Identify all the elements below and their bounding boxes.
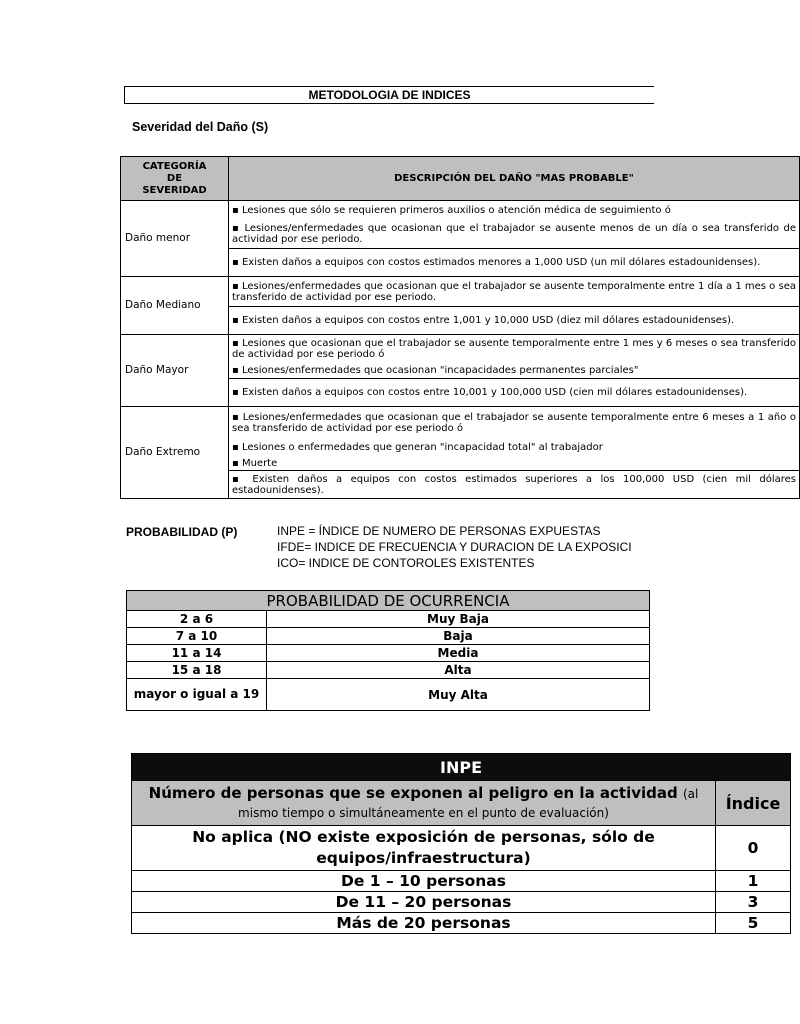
severity-category-header: CATEGORÍA DE SEVERIDAD [121,157,229,201]
occurrence-range: 2 a 6 [127,611,267,628]
severity-description-header: DESCRIPCIÓN DEL DAÑO "MAS PROBABLE" [229,157,800,201]
severity-item: ▪ Muerte [229,457,800,471]
inpe-row-index: 5 [716,913,791,934]
occurrence-level: Alta [267,662,650,679]
severity-item: ▪ Existen daños a equipos con costos entre 1,001 y 10,000 USD (diez mil dólares estadounidenses). [229,307,800,335]
severity-category: Daño Extremo [121,407,229,499]
definition-inpe: INPE = ÍNDICE DE NUMERO DE PERSONAS EXPUESTAS [277,524,601,538]
severity-category: Daño Mediano [121,277,229,335]
severity-item: ▪ Existen daños a equipos con costos entre 10,001 y 100,000 USD (cien mil dólares estadounidenses). [229,379,800,407]
occurrence-range: 7 a 10 [127,628,267,645]
severity-item: ▪ Lesiones o enfermedades que generan "incapacidad total" al trabajador [229,439,800,457]
severity-item: ▪ Lesiones/enfermedades que ocasionan "incapacidades permanentes parciales" [229,363,800,379]
inpe-row-index: 0 [716,826,791,871]
occurrence-range: 11 a 14 [127,645,267,662]
severity-item: ▪ Existen daños a equipos con costos estimados menores a 1,000 USD (un mil dólares estadounidenses). [229,249,800,277]
inpe-row-label: Más de 20 personas [132,913,716,934]
probability-label: PROBABILIDAD (P) [126,525,238,539]
inpe-row-index: 3 [716,892,791,913]
inpe-row-label: De 11 – 20 personas [132,892,716,913]
inpe-header-note: mismo tiempo o simultáneamente en el punto de evaluación) [238,806,609,820]
occurrence-level: Muy Baja [267,611,650,628]
page-title: METODOLOGIA DE INDICES [124,86,654,104]
severity-item: ▪ Lesiones que sólo se requieren primeros auxilios o atención médica de seguimiento ó [229,201,800,221]
severity-item: ▪ Lesiones que ocasionan que el trabajador se ausente temporalmente entre 1 mes y 6 meses o sea transferido de actividad por ese periodo ó [229,335,800,363]
definition-ifde: IFDE= INDICE DE FRECUENCIA Y DURACION DE LA EXPOSICI [277,540,632,554]
occurrence-table [126,590,650,711]
occurrence-level: Baja [267,628,650,645]
severity-item: ▪ Existen daños a equipos con costos estimados superiores a los 100,000 USD (cien mil dólares estadounidenses). [229,471,800,499]
occurrence-range: 15 a 18 [127,662,267,679]
inpe-title: INPE [132,754,791,781]
occurrence-range: mayor o igual a 19 [127,679,267,711]
severity-item: ▪ Lesiones/enfermedades que ocasionan que el trabajador se ausente temporalmente entre 6 meses a 1 año o sea transferido de actividad por ese periodo ó [229,407,800,439]
occurrence-level: Media [267,645,650,662]
severity-table [120,156,800,499]
occurrence-title: PROBABILIDAD DE OCURRENCIA [127,591,650,611]
occurrence-level: Muy Alta [267,679,650,711]
inpe-index-header: Índice [716,781,791,826]
inpe-header-note-start: (al [682,787,699,801]
severity-category: Daño menor [121,201,229,277]
inpe-table [131,753,791,934]
severity-heading: Severidad del Daño (S) [132,120,269,134]
inpe-header-main: Número de personas que se exponen al peligro en la actividad [148,784,678,802]
inpe-row-index: 1 [716,871,791,892]
inpe-row-label: De 1 – 10 personas [132,871,716,892]
severity-item: ▪ Lesiones/enfermedades que ocasionan que el trabajador se ausente temporalmente entre 1 día a 1 mes o sea transferido de actividad por ese periodo. [229,277,800,307]
inpe-row-label: No aplica (NO existe exposición de personas, sólo de equipos/infraestructura) [132,826,716,871]
inpe-column-header [132,781,716,826]
severity-category: Daño Mayor [121,335,229,407]
definition-ico: ICO= INDICE DE CONTOROLES EXISTENTES [277,556,535,570]
severity-item: ▪ Lesiones/enfermedades que ocasionan que el trabajador se ausente menos de un día o sea transferido de actividad por ese periodo. [229,221,800,249]
